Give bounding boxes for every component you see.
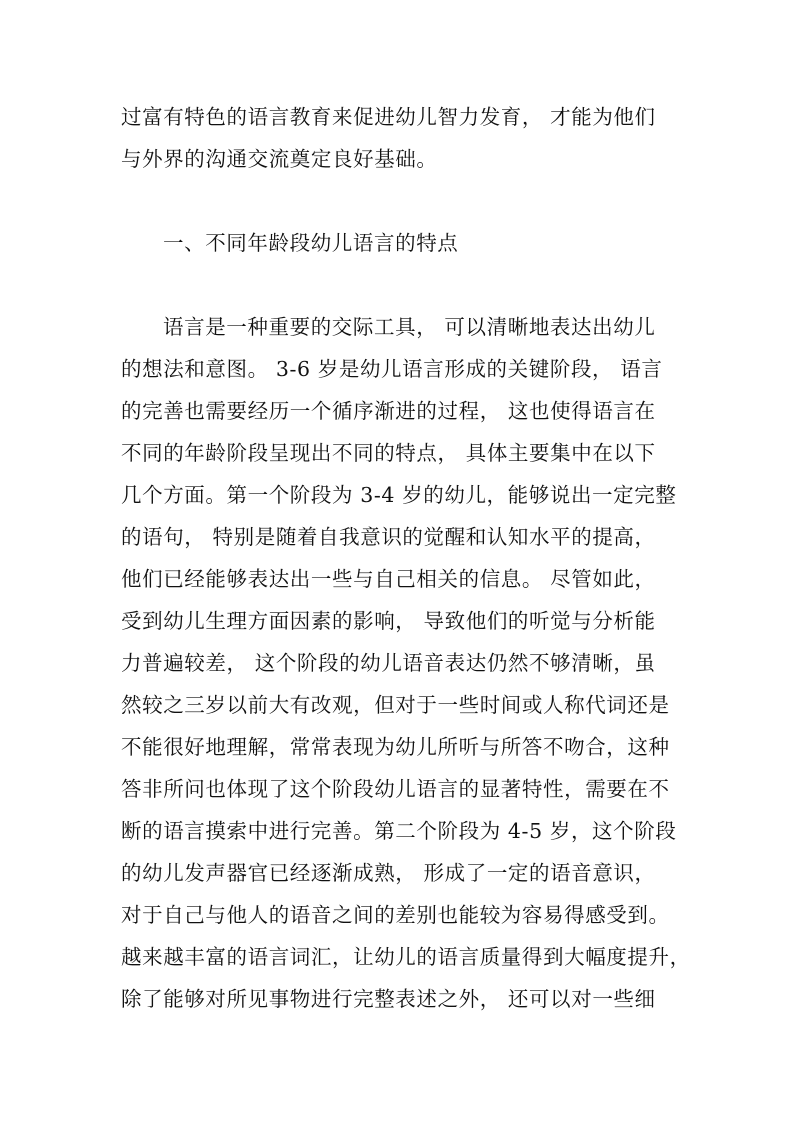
paragraph-line: 的完善也需要经历一个循序渐进的过程， 这也使得语言在 <box>121 399 656 423</box>
paragraph-line: 不同的年龄阶段呈现出不同的特点， 具体主要集中在以下 <box>121 441 656 465</box>
paragraph-line: 越来越丰富的语言词汇，让幼儿的语言质量得到大幅度提升， <box>121 945 691 969</box>
paragraph-line: 的幼儿发声器官已经逐渐成熟， 形成了一定的语音意识， <box>121 861 656 885</box>
paragraph-line: 几个方面。第一个阶段为 3-4 岁的幼儿，能够说出一定完整 <box>121 483 677 507</box>
paragraph-line: 语言是一种重要的交际工具， 可以清晰地表达出幼儿 <box>163 315 656 339</box>
intro-line: 过富有特色的语言教育来促进幼儿智力发育， 才能为他们 <box>121 105 656 129</box>
paragraph-line: 的想法和意图。 3-6 岁是幼儿语言形成的关键阶段， 语言 <box>121 357 663 381</box>
section-heading: 一、不同年龄段幼儿语言的特点 <box>163 231 459 255</box>
paragraph-line: 对于自己与他人的语音之间的差别也能较为容易得感受到。 <box>121 903 670 927</box>
paragraph-line: 他们已经能够表达出一些与自己相关的信息。 尽管如此， <box>121 567 656 591</box>
paragraph-line: 不能很好地理解，常常表现为幼儿所听与所答不吻合，这种 <box>121 735 670 759</box>
paragraph-line: 除了能够对所见事物进行完整表述之外， 还可以对一些细 <box>121 987 656 1011</box>
paragraph-line: 然较之三岁以前大有改观，但对于一些时间或人称代词还是 <box>121 693 670 717</box>
paragraph-line: 答非所问也体现了这个阶段幼儿语言的显著特性，需要在不 <box>121 777 670 801</box>
intro-line: 与外界的沟通交流奠定良好基础。 <box>121 147 438 171</box>
paragraph-line: 断的语言摸索中进行完善。第二个阶段为 4-5 岁，这个阶段 <box>121 819 677 843</box>
paragraph-line: 的语句， 特别是随着自我意识的觉醒和认知水平的提高， <box>121 525 656 549</box>
paragraph-line: 受到幼儿生理方面因素的影响， 导致他们的听觉与分析能 <box>121 609 656 633</box>
paragraph-line: 力普遍较差， 这个阶段的幼儿语音表达仍然不够清晰，虽 <box>121 651 656 675</box>
